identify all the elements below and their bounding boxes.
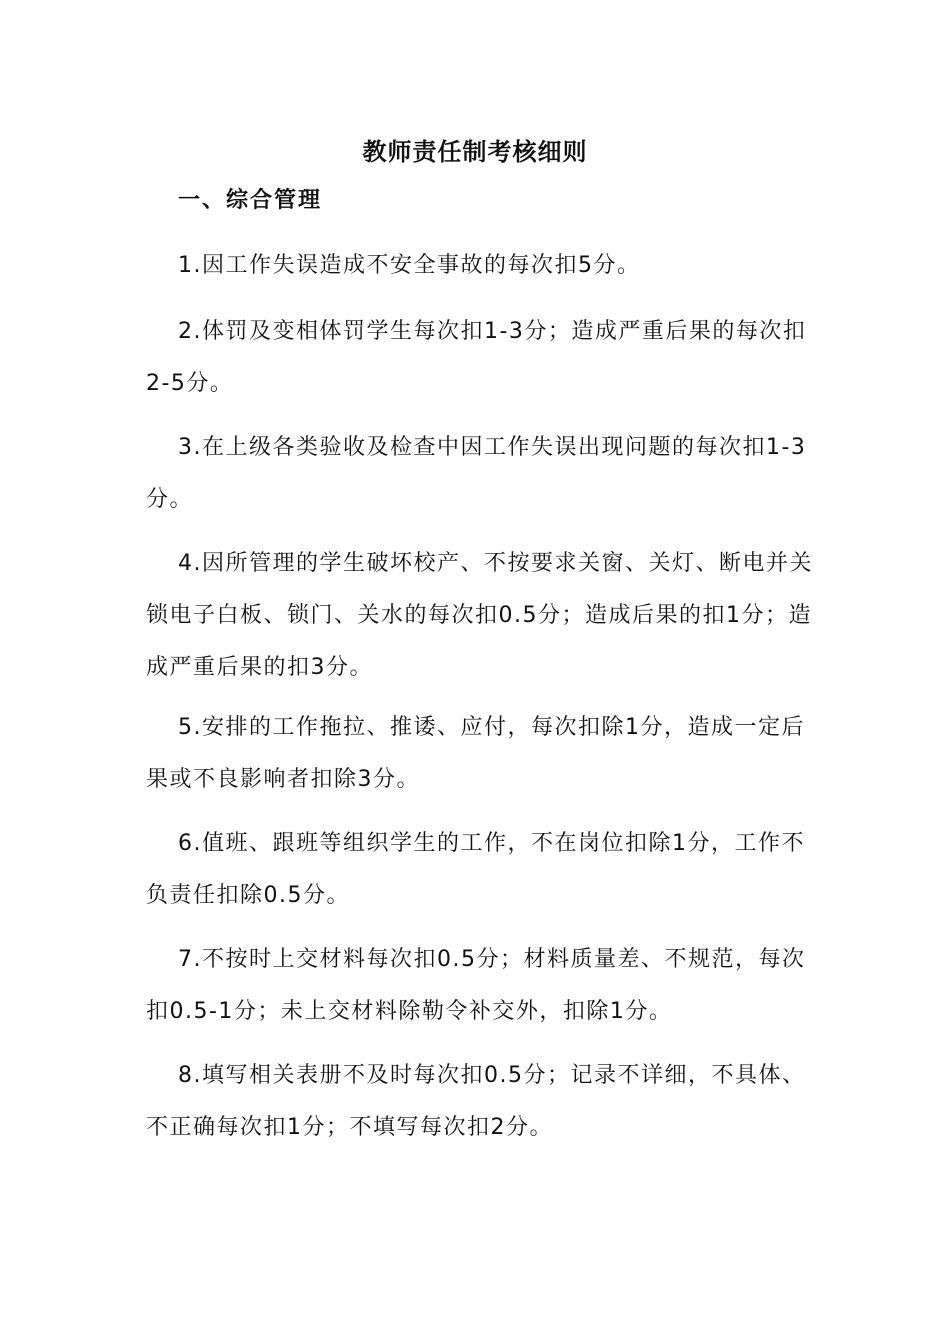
- section-heading: 一、综合管理: [178, 188, 323, 213]
- list-item: 3.在上级各类验收及检查中因工作失误出现问题的每次扣1-3分。: [146, 435, 807, 512]
- list-item: 5.安排的工作拖拉、推诿、应付，每次扣除1分，造成一定后果或不良影响者扣除3分。: [146, 715, 805, 792]
- list-item: 1.因工作失误造成不安全事故的每次扣5分。: [178, 253, 641, 278]
- list-item: 7.不按时上交材料每次扣0.5分；材料质量差、不规范，每次扣0.5-1分；未上交材料除勒令补交外，扣除1分。: [146, 947, 806, 1024]
- list-item: 6.值班、跟班等组织学生的工作，不在岗位扣除1分，工作不负责任扣除0.5分。: [146, 831, 805, 908]
- list-item: 8.填写相关表册不及时每次扣0.5分；记录不详细，不具体、不正确每次扣1分；不填写每次扣2分。: [146, 1063, 806, 1140]
- list-item: 4.因所管理的学生破坏校产、不按要求关窗、关灯、断电并关锁电子白板、锁门、关水的每次扣0.5分；造成后果的扣1分；造成严重后果的扣3分。: [146, 551, 813, 680]
- list-item: 2.体罚及变相体罚学生每次扣1-3分；造成严重后果的每次扣2-5分。: [146, 319, 807, 396]
- document-title: 教师责任制考核细则: [362, 138, 588, 166]
